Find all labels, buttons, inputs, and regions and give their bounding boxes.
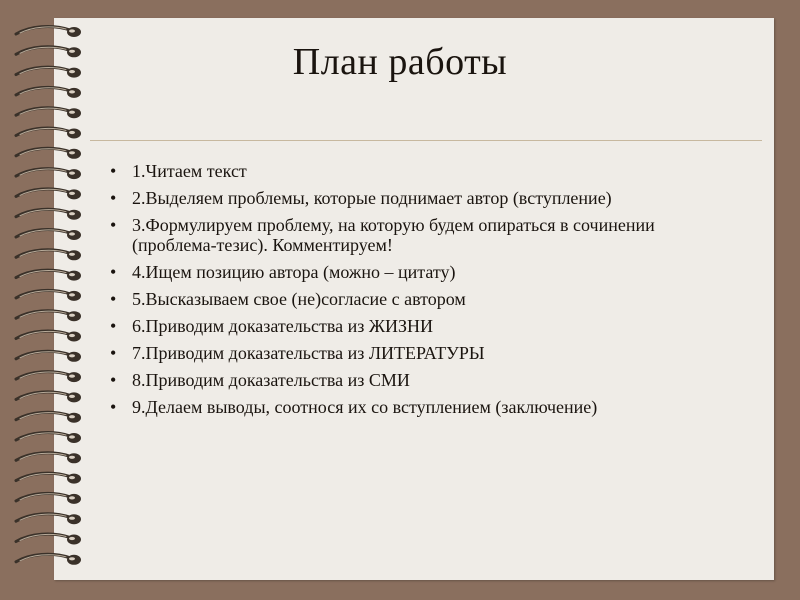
spiral-ring xyxy=(16,27,81,37)
spiral-binding-icon xyxy=(0,18,100,580)
bullet-icon: • xyxy=(110,262,117,282)
list-item-text: 2.Выделяем проблемы, которые поднимает автор (вступление) xyxy=(132,188,612,208)
bullet-icon: • xyxy=(110,397,117,417)
bullet-icon: • xyxy=(110,161,117,181)
spiral-ring xyxy=(16,311,81,321)
list-item xyxy=(110,397,730,417)
bullet-icon: • xyxy=(110,343,117,363)
spiral-ring xyxy=(16,534,81,544)
title-divider xyxy=(90,140,762,141)
list-item-text: 5.Высказываем свое (не)согласие с автором xyxy=(132,289,466,309)
plan-list xyxy=(110,161,730,424)
spiral-ring xyxy=(16,189,81,199)
spiral-ring xyxy=(16,209,81,219)
list-item-text: 7.Приводим доказательства из ЛИТЕРАТУРЫ xyxy=(132,343,485,363)
spiral-ring xyxy=(16,148,81,158)
spiral-ring xyxy=(16,392,81,402)
spiral-ring xyxy=(16,290,81,300)
list-item xyxy=(110,370,730,390)
spiral-ring xyxy=(16,108,81,118)
list-item-text: 3.Формулируем проблему, на которую будем опираться в сочинении (проблема-тезис). Комментируем! xyxy=(132,215,655,255)
spiral-ring xyxy=(16,331,81,341)
list-item xyxy=(110,316,730,336)
list-item-text: 4.Ищем позицию автора (можно – цитату) xyxy=(132,262,456,282)
spiral-ring xyxy=(16,128,81,138)
list-item xyxy=(110,289,730,309)
spiral-ring xyxy=(16,493,81,503)
list-item xyxy=(110,161,730,181)
spiral-ring xyxy=(16,351,81,361)
bullet-icon: • xyxy=(110,215,117,235)
list-item xyxy=(110,262,730,282)
spiral-ring xyxy=(16,250,81,260)
list-item xyxy=(110,215,730,255)
spiral-ring xyxy=(16,433,81,443)
list-item-text: 6.Приводим доказательства из ЖИЗНИ xyxy=(132,316,433,336)
spiral-ring xyxy=(16,87,81,97)
slide-title: План работы xyxy=(292,41,508,83)
spiral-ring xyxy=(16,230,81,240)
list-item xyxy=(110,343,730,363)
bullet-icon: • xyxy=(110,316,117,336)
list-item-text: 1.Читаем текст xyxy=(132,161,247,181)
spiral-ring xyxy=(16,554,81,564)
spiral-ring xyxy=(16,412,81,422)
list-item-text: 9.Делаем выводы, соотнося их со вступлением (заключение) xyxy=(132,397,598,417)
spiral-ring xyxy=(16,270,81,280)
bullet-icon: • xyxy=(110,188,117,208)
spiral-ring xyxy=(16,514,81,524)
bullet-icon: • xyxy=(110,370,117,390)
spiral-ring xyxy=(16,473,81,483)
spiral-ring xyxy=(16,453,81,463)
list-item-text: 8.Приводим доказательства из СМИ xyxy=(132,370,410,390)
list-item xyxy=(110,188,730,208)
spiral-ring xyxy=(16,372,81,382)
spiral-ring xyxy=(16,169,81,179)
bullet-icon: • xyxy=(110,289,117,309)
